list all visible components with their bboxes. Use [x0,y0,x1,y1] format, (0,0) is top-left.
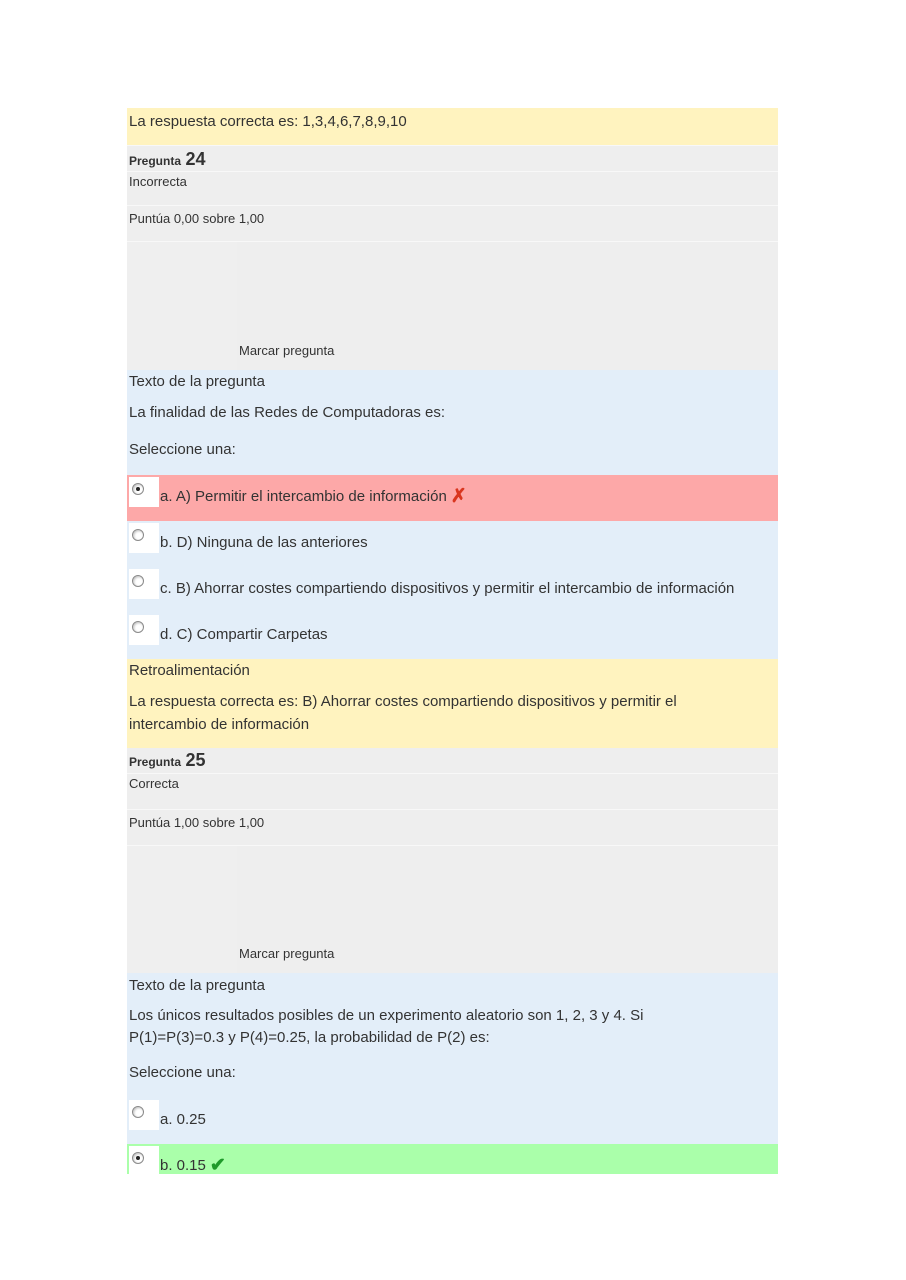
radio-wrap [129,1100,159,1130]
select-one-prompt: Seleccione una: [129,1064,236,1081]
answer-option-c[interactable] [127,567,778,613]
option-text: d. C) Compartir Carpetas [160,626,328,643]
question-text-heading: Texto de la pregunta [129,373,265,390]
radio-wrap [129,477,159,507]
option-text: a. A) Permitir el intercambio de información [160,488,447,505]
radio-button-c[interactable] [132,575,144,587]
question-number-value: 24 [185,149,206,169]
option-text: b. D) Ninguna de las anteriores [160,534,368,551]
radio-button-d[interactable] [132,621,144,633]
question-state: Correcta [127,774,778,810]
option-text: c. B) Ahorrar costes compartiendo dispositivos y permitir el intercambio de información [160,580,735,597]
flag-area [127,846,778,973]
correct-icon: ✔ [209,1155,226,1176]
quiz-review-page [127,108,778,1174]
feedback-text: La respuesta correcta es: B) Ahorrar costes compartiendo dispositivos y permitir el intercambio de información [129,693,677,733]
flag-question-link[interactable]: Marcar pregunta [239,946,335,961]
flag-box [127,242,237,370]
question-25-content [127,973,778,1174]
answer-option-b[interactable] [127,1144,778,1174]
radio-button-b[interactable] [132,529,144,541]
question-number-value: 25 [185,750,206,770]
answer-option-a[interactable] [127,1098,778,1144]
flag-box [127,846,237,973]
flag-question-link[interactable]: Marcar pregunta [239,343,335,358]
radio-wrap [129,1146,159,1174]
question-24-info [127,146,778,370]
radio-wrap [129,569,159,599]
option-text: b. 0.15 [160,1157,206,1174]
question-text: La finalidad de las Redes de Computadoras es: [129,404,446,421]
radio-wrap [129,615,159,645]
answer-option-label [160,1156,226,1176]
incorrect-icon: ✗ [450,486,467,507]
radio-wrap [129,523,159,553]
question-text: Los únicos resultados posibles de un experimento aleatorio son 1, 2, 3 y 4. Si P(1)=P(3)=0.3 y P(4)=0.25, la probabilidad de P(2) es: [129,1007,644,1046]
question-state: Incorrecta [127,172,778,206]
question-number [127,748,778,774]
answer-option-label [160,487,467,507]
question-label: Pregunta [129,755,182,769]
option-text: a. 0.25 [160,1111,206,1128]
question-25-info [127,748,778,973]
flag-area [127,242,778,370]
previous-feedback [127,108,778,146]
feedback-heading: Retroalimentación [129,662,250,679]
answer-option-d[interactable] [127,613,778,659]
radio-button-a[interactable] [132,483,144,495]
question-number [127,146,778,172]
radio-button-a[interactable] [132,1106,144,1118]
question-label: Pregunta [129,154,182,168]
question-text-heading: Texto de la pregunta [129,977,265,994]
radio-button-b[interactable] [132,1152,144,1164]
answer-option-b[interactable] [127,521,778,567]
question-24-feedback [127,659,778,748]
select-one-prompt: Seleccione una: [129,441,236,458]
answer-option-a[interactable] [127,475,778,521]
question-grade: Puntúa 0,00 sobre 1,00 [127,206,778,242]
previous-feedback-text: La respuesta correcta es: 1,3,4,6,7,8,9,10 [129,113,407,130]
question-24-content [127,370,778,659]
question-grade: Puntúa 1,00 sobre 1,00 [127,810,778,846]
